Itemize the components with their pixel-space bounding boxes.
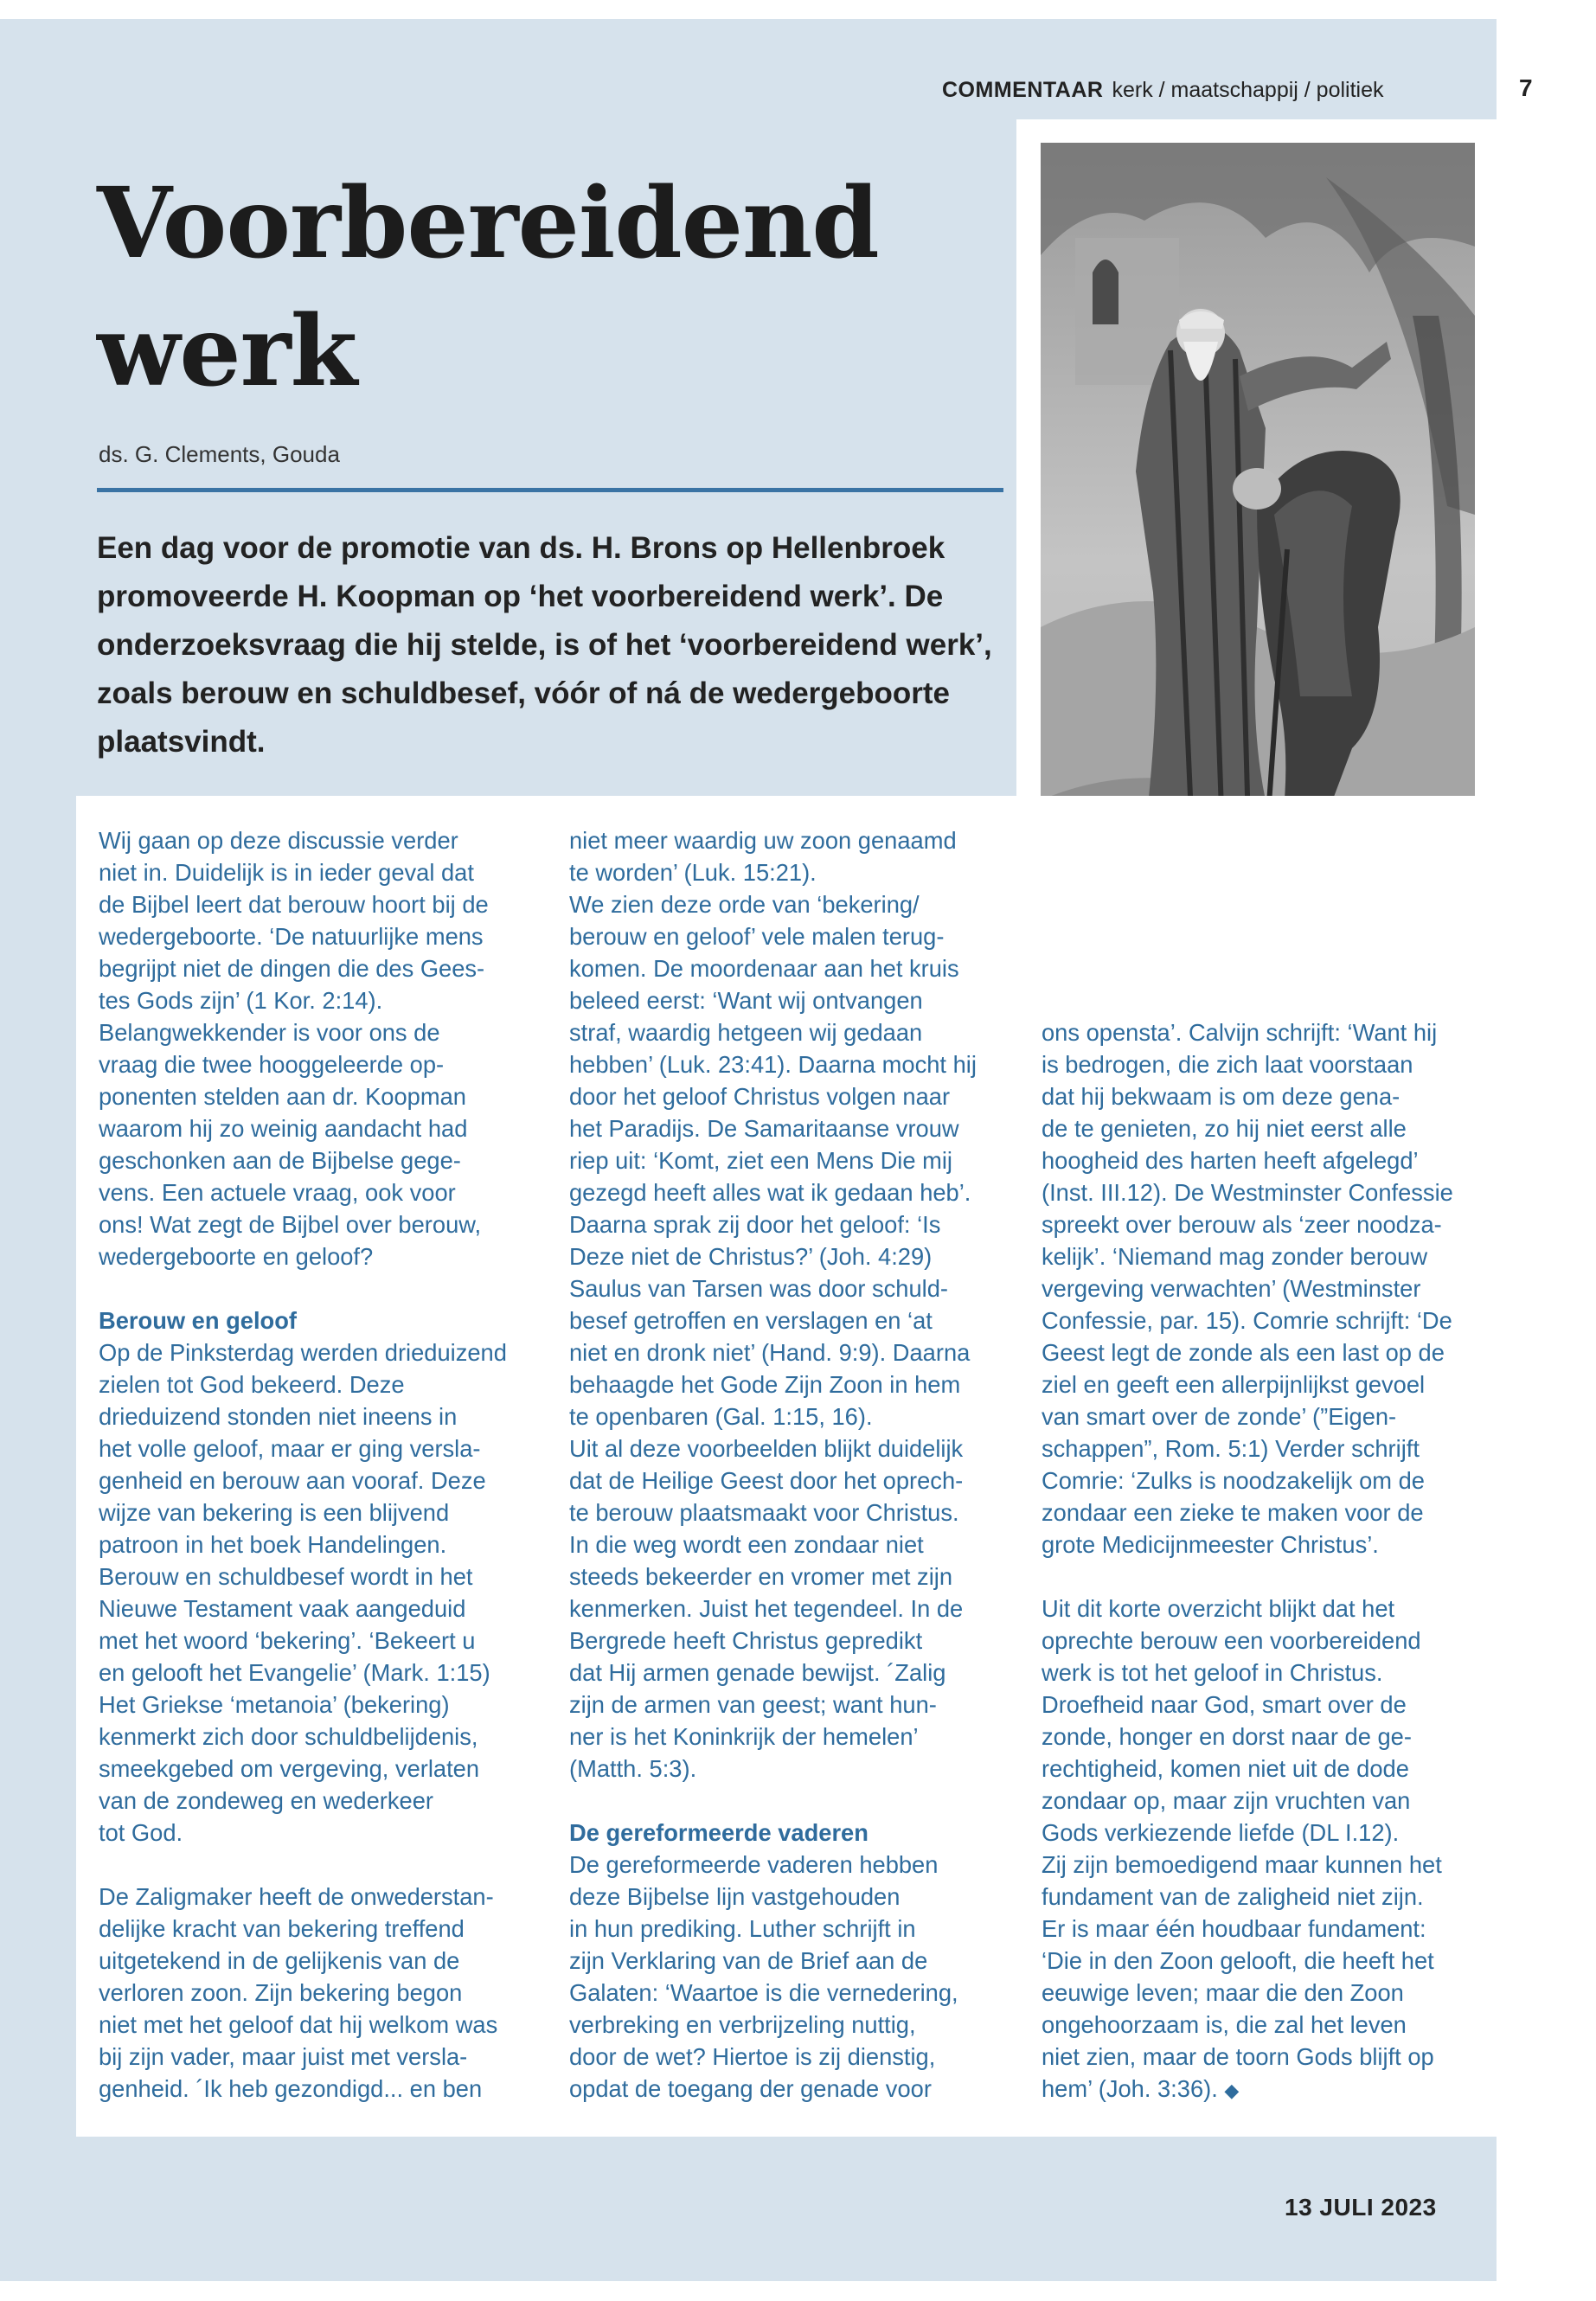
issue-date: 13 JULI 2023: [1285, 2194, 1437, 2221]
article-title: [97, 160, 879, 416]
text-column-3: [1042, 1016, 1483, 2106]
author-byline: ds. G. Clements, Gouda: [99, 441, 340, 467]
text-column-2: [569, 824, 1010, 2105]
page-number: 7: [1519, 74, 1533, 101]
subheading-gereformeerde-vaderen: De gereformeerde vaderen: [569, 1819, 869, 1846]
subheading-berouw-en-geloof: Berouw en geloof: [99, 1307, 297, 1334]
title-line-2: werk: [97, 295, 357, 408]
text-column-1: [99, 824, 548, 2105]
section-header: [942, 78, 1384, 103]
col3-paragraph-1: ons opensta’. Calvijn schrijft: ‘Want hij is bedrogen, die zich laat voorstaan dat hij bekwaam is om deze gena- de te genieten, zo hij niet eerst alle hoogheid des harten heeft afgelegd’ (Inst. III.12). De Westminster Confessie spreekt over berouw als ‘zeer noodza- kelijk’. ‘Niemand mag zonder berouw vergeving verwachten’ (Westminster Confessie, par. 15). Comrie schrijft: ‘De Geest legt de zonde als een last op de ziel en geeft een allerpijnlijkst gevoel van smart over de zonde’ (”Eigen- schappen”, Rom. 5:1) Verder schrijft Comrie: ‘Zulks is noodzakelijk om de zondaar een zieke te maken voor de grote Medicijnmeester Christus’.: [1042, 1019, 1453, 1558]
col1-paragraph-2: Op de Pinksterdag werden drieduizend zielen tot God bekeerd. Deze drieduizend stonden niet ineens in het volle geloof, maar er ging versla- genheid en berouw aan vooraf. Deze wijze van bekering is een blijvend patroon in het boek Handelingen. Berouw en schuldbesef wordt in het Nieuwe Testament vaak aangeduid met het woord ‘bekering’. ‘Bekeert u en gelooft het Evangelie’ (Mark. 1:15) Het Griekse ‘metanoia’ (bekering) kenmerkt zich door schuldbelijdenis, smeekgebed om vergeving, verlaten van de zondeweg en wederkeer tot God.: [99, 1339, 507, 1846]
section-topics: kerk / maatschappij / politiek: [1112, 78, 1384, 102]
section-name: COMMENTAAR: [942, 78, 1104, 102]
title-divider: [97, 488, 1003, 492]
col2-paragraph-2: De gereformeerde vaderen hebben deze Bijbelse lijn vastgehouden in hun prediking. Luther schrijft in zijn Verklaring van de Brief aan de Galaten: ‘Waartoe is die vernedering, verbreking en verbrijzeling nuttig, door de wet? Hiertoe is zij dienstig, opdat de toegang der genade voor: [569, 1851, 958, 2102]
title-line-1: Voorbereidend: [97, 167, 879, 280]
col3-paragraph-2: Uit dit korte overzicht blijkt dat het oprechte berouw een voorbereidend werk is tot het geloof in Christus. Droefheid naar God, smart over de zonde, honger en dorst naar de ge- rechtigheid, komen niet uit de dode zondaar op, maar zijn vruchten van Gods verkiezende liefde (DL I.12). Zij zijn bemoedigend maar kunnen het fundament van de zaligheid niet zijn. Er is maar één houdbaar fundament: ‘Die in den Zoon gelooft, die heeft het eeuwige leven; maar die den Zoon ongehoorzaam is, die zal het leven niet zien, maar de toorn Gods blijft op hem’ (Joh. 3:36).: [1042, 1595, 1442, 2102]
col2-paragraph-1: niet meer waardig uw zoon genaamd te worden’ (Luk. 15:21). We zien deze orde van ‘bekering/ berouw en geloof’ vele malen terug- komen. De moordenaar aan het kruis beleed eerst: ‘Want wij ontvangen straf, waardig hetgeen wij gedaan hebben’ (Luk. 23:41). Daarna mocht hij door het geloof Christus volgen naar het Paradijs. De Samaritaanse vrouw riep uit: ‘Komt, ziet een Mens Die mij gezegd heeft alles wat ik gedaan heb’. Daarna sprak zij door het geloof: ‘Is Deze niet de Christus?’ (Joh. 4:29) Saulus van Tarsen was door schuld- besef getroffen en verslagen en ‘at niet en dronk niet’ (Hand. 9:9). Daarna behaagde het Gode Zijn Zoon in hem te openbaren (Gal. 1:15, 16). Uit al deze voorbeelden blijkt duidelijk dat de Heilige Geest door het oprech- te berouw plaatsmaakt voor Christus. In die weg wordt een zondaar niet steeds bekeerder en vromer met zijn kenmerken. Juist het tegendeel. In de Bergrede heeft Christus gepredikt dat Hij armen genade bewijst. ´Zalig zijn de armen van geest; want hun- ner is het Koninkrijk der hemelen’ (Matth. 5:3).: [569, 827, 977, 1782]
col1-paragraph-1: Wij gaan op deze discussie verder niet in. Duidelijk is in ieder geval dat de Bijbel leert dat berouw hoort bij de wedergeboorte. ‘De natuurlijke mens begrijpt niet de dingen die des Gees- tes Gods zijn’ (1 Kor. 2:14). Belangwekkender is voor ons de vraag die twee hooggeleerde op- ponenten stelden aan dr. Koopman waarom hij zo weinig aandacht had geschonken aan de Bijbelse gege- vens. Een actuele vraag, ook voor ons! Wat zegt de Bijbel over berouw, wedergeboorte en geloof?: [99, 827, 489, 1270]
col1-paragraph-3: De Zaligmaker heeft de onwederstan- delijke kracht van bekering treffend uitgetekend in de gelijkenis van de verloren zoon. Zijn bekering begon niet met het geloof dat hij welkom was bij zijn vader, maar juist met versla- genheid. ´Ik heb gezondigd... en ben: [99, 1883, 498, 2102]
end-mark-icon: ◆: [1224, 2080, 1240, 2101]
article-intro: Een dag voor de promotie van ds. H. Brons op Hellenbroek promoveerde H. Koopman op ‘het voorbereidend werk’. De onderzoeksvraag die hij stelde, is of het ‘voorbereidend werk’, zoals berouw en schuldbesef, vóór of ná de wedergeboorte plaatsvindt.: [97, 531, 992, 759]
